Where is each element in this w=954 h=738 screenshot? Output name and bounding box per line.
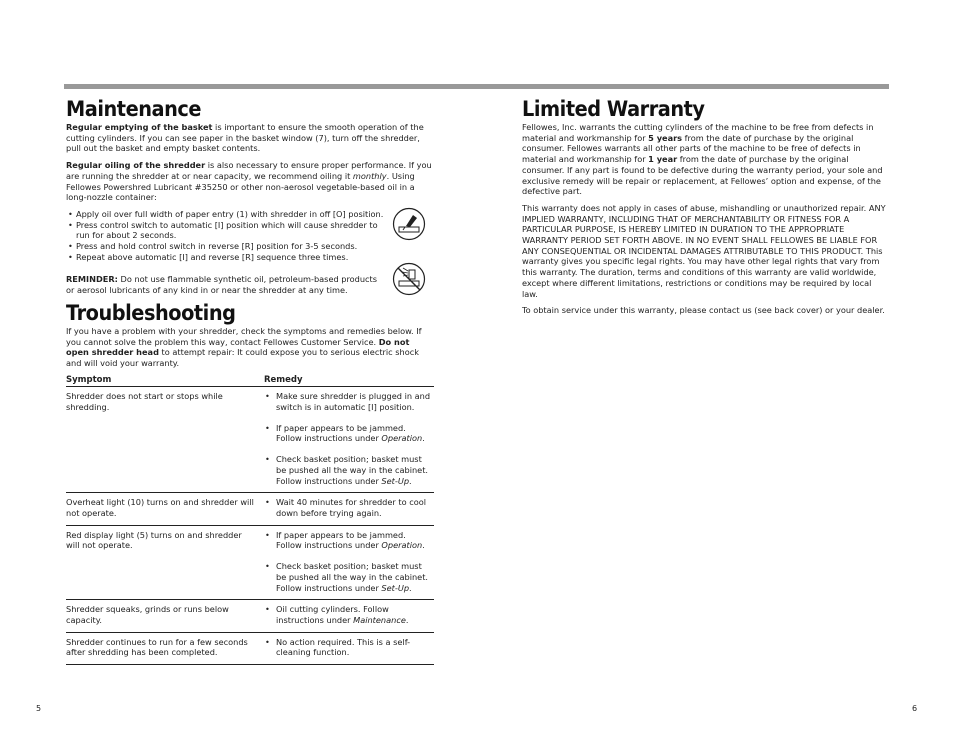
remedy-cell: [264, 632, 434, 664]
list-item: • Press and hold control switch in reverse [R] position for 3-5 seconds.: [66, 241, 386, 252]
page-number-right: 6: [912, 704, 918, 713]
top-rule: [64, 84, 889, 89]
table-row: [66, 632, 434, 664]
symptom-header: Symptom: [66, 375, 264, 387]
symptom-cell: Shredder does not start or stops while shredding.: [66, 387, 264, 493]
table-row: [66, 600, 434, 632]
maintenance-paragraph-2: Regular oiling of the shredder is also necessary to ensure proper performance. If you are running the shredder at or near capacity, we recommend oiling it monthly. Using Fellowes Powershred Lubricant #35250 or other non-aerosol vegetable-based oil in a long-nozzle container:: [66, 160, 432, 203]
table-row: [66, 387, 434, 493]
remedy-cell: [264, 600, 434, 632]
troubleshooting-intro: If you have a problem with your shredder, check the symptoms and remedies below. If you cannot solve the problem this way, contact Fellowes Customer Service. Do not open shredder head to attempt repair: It could expose you to serious electric shock and will void your warranty.: [66, 325, 422, 368]
list-item: • Repeat above automatic [I] and reverse [R] sequence three times.: [66, 252, 386, 263]
remedy-item: • Check basket position; basket must be pushed all the way in the cabinet. Follow instructions under Set-Up.: [264, 454, 434, 486]
warranty-paragraph-2: This warranty does not apply in cases of abuse, mishandling or unauthorized repair. ANY IMPLIED WARRANTY, INCLUDING THAT OF MERCHANTABILITY OR FITNESS FOR A PARTICULAR PURPOSE, IS HEREBY LIMITED IN DURATION TO THE APPROPRIATE WARRANTY PERIOD SET FORTH ABOVE. IN NO EVENT SHALL FELLOWES BE LIABLE FOR ANY CONSEQUENTIAL OR INCIDENTAL DAMAGES ATTRIBUTABLE TO THIS PRODUCT. This warranty gives you specific legal rights. You may have other legal rights that vary from this warranty. The duration, terms and conditions of this warranty are valid worldwide, except where different limitations, restrictions or conditions may be required by local law.: [522, 202, 886, 299]
right-column: [522, 98, 888, 322]
oil-can-icon: [392, 207, 426, 241]
remedy-item: • Make sure shredder is plugged in and switch is in automatic [I] position.: [264, 391, 434, 412]
list-item: • Apply oil over full width of paper entry (1) with shredder in off [O] position.: [66, 209, 386, 220]
warranty-title: Limited Warranty: [522, 97, 705, 121]
table-row: [66, 525, 434, 600]
no-aerosol-icon: [392, 262, 426, 296]
remedy-item: • No action required. This is a self-cleaning function.: [264, 637, 434, 658]
remedy-item: • Wait 40 minutes for shredder to cool down before trying again.: [264, 497, 434, 518]
remedy-header: Remedy: [264, 375, 434, 387]
symptom-cell: Shredder squeaks, grinds or runs below capacity.: [66, 600, 264, 632]
warranty-paragraph-3: To obtain service under this warranty, please contact us (see back cover) or your dealer.: [522, 305, 885, 316]
symptom-cell: Red display light (5) turns on and shredder will not operate.: [66, 525, 264, 600]
remedy-item: • Check basket position; basket must be pushed all the way in the cabinet. Follow instructions under Set-Up.: [264, 561, 434, 593]
reminder-text: REMINDER: Do not use flammable synthetic oil, petroleum-based products or aerosol lubricants of any kind in or near the shredder at any time.: [66, 274, 378, 296]
remedy-item: • If paper appears to be jammed. Follow instructions under Operation.: [264, 530, 434, 551]
maintenance-paragraph-1: Regular emptying of the basket is important to ensure the smooth operation of the cutting cylinders. If you can see paper in the basket window (7), turn off the shredder, pull out the basket and empty basket contents.: [66, 122, 424, 154]
symptom-cell: Shredder continues to run for a few seconds after shredding has been completed.: [66, 632, 264, 664]
maintenance-title: Maintenance: [66, 97, 202, 121]
troubleshooting-table: [66, 375, 434, 665]
oiling-steps-list: [66, 209, 434, 263]
symptom-cell: Overheat light (10) turns on and shredder will not operate.: [66, 493, 264, 525]
remedy-item: • If paper appears to be jammed. Follow instructions under Operation.: [264, 423, 434, 444]
warranty-paragraph-1: Fellowes, Inc. warrants the cutting cylinders of the machine to be free from defects in material and workmanship for 5 years from the date of purchase by the original consumer. Fellowes warrants all other parts of the machine to be free of defects in material and workmanship for 1 year from the date of purchase by the original consumer. If any part is found to be defective during the warranty period, your sole and exclusive remedy will be repair or replacement, at Fellowes’ option and expense, of the defective part.: [522, 122, 883, 197]
remedy-cell: [264, 493, 434, 525]
page-number-left: 5: [36, 704, 42, 713]
table-row: [66, 493, 434, 525]
remedy-item: • Oil cutting cylinders. Follow instructions under Maintenance.: [264, 604, 434, 625]
list-item: • Press control switch to automatic [I] position which will cause shredder to run for about 2 seconds.: [66, 220, 386, 241]
remedy-cell: [264, 387, 434, 493]
left-column: [66, 98, 434, 665]
remedy-cell: [264, 525, 434, 600]
troubleshooting-title: Troubleshooting: [66, 300, 236, 325]
